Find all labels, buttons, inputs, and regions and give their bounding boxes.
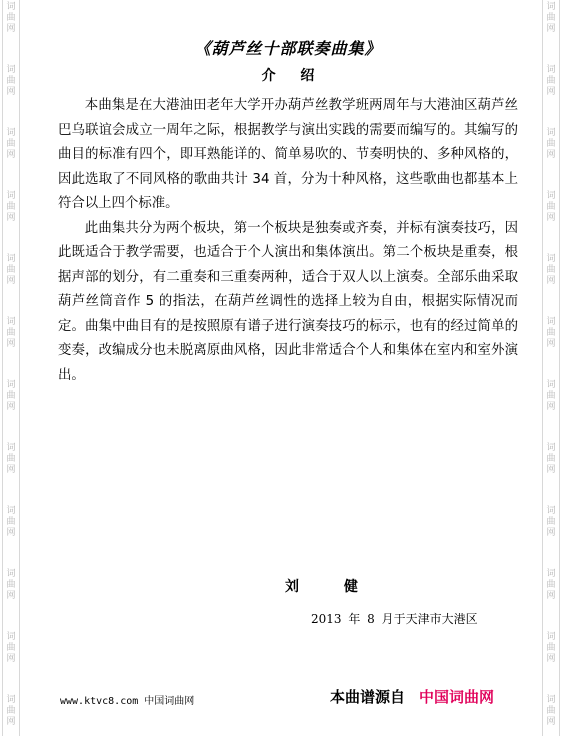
watermark-char: 词 [546, 569, 556, 579]
watermark-char: 曲 [6, 391, 16, 401]
watermark-char: 曲 [546, 202, 556, 212]
left-watermark-column [2, 0, 20, 736]
watermark-char: 曲 [6, 517, 16, 527]
paragraph-2: 此曲集共分为两个板块，第一个板块是独奏或齐奏，并标有演奏技巧，因此既适合于教学需要，也适合于个人演出和集体演出。第二个板块是重奏，根据声部的划分，有二重奏和三重奏两种，适合于双人以上演奏。全部乐曲采取葫芦丝筒音作 5 的指法，在葫芦丝调性的选择上较为自由，根据实际情况而定。曲集中曲目有的是按照原有谱子进行演奏技巧的标示，也有的经过简单的变奏，改编成分也未脱离原曲风格，因此非常适合个人和集体在室内和室外演出。 [58, 220, 518, 383]
watermark-char: 网 [546, 339, 556, 349]
watermark-group [6, 0, 15, 63]
watermark-char: 词 [546, 191, 556, 201]
watermark-char: 词 [546, 2, 556, 12]
watermark-char: 词 [6, 317, 16, 327]
watermark-group [6, 630, 15, 693]
footer-site-link[interactable]: www.ktvc8.com 中国词曲网 [60, 696, 195, 707]
right-watermark-column [542, 0, 560, 736]
watermark-char: 网 [546, 465, 556, 475]
watermark-char: 词 [6, 2, 16, 12]
watermark-char: 网 [6, 465, 16, 475]
watermark-char: 曲 [546, 265, 556, 275]
watermark-char: 曲 [546, 76, 556, 86]
watermark-char: 网 [546, 87, 556, 97]
paragraph-1: 本曲集是在大港油田老年大学开办葫芦丝教学班两周年与大港油区葫芦丝巴乌联谊会成立一周年之际，根据教学与演出实践的需要而编写的。其编写的曲目的标准有四个，即耳熟能详的、简单易吹的、节奏明快的、多种风格的，因此选取了不同风格的歌曲共计 34 首，分为十种风格，这些歌曲也都基本上符合以上四个标准。 [58, 98, 518, 211]
watermark-char: 词 [6, 254, 16, 264]
watermark-char: 词 [546, 254, 556, 264]
watermark-group [6, 567, 15, 630]
watermark-char: 网 [546, 654, 556, 664]
watermark-char: 词 [6, 128, 16, 138]
signature-date: 2013 年 8 月于天津市大港区 [311, 612, 478, 626]
watermark-group [546, 504, 555, 567]
watermark-char: 网 [546, 24, 556, 34]
watermark-char: 曲 [546, 391, 556, 401]
watermark-char: 网 [546, 717, 556, 727]
watermark-group [546, 315, 555, 378]
watermark-char: 词 [6, 191, 16, 201]
watermark-char: 词 [6, 65, 16, 75]
watermark-char: 词 [6, 443, 16, 453]
watermark-char: 网 [6, 339, 16, 349]
watermark-group [6, 504, 15, 567]
watermark-group [6, 252, 15, 315]
watermark-group [6, 63, 15, 126]
watermark-char: 词 [6, 569, 16, 579]
watermark-char: 词 [6, 632, 16, 642]
watermark-group [6, 693, 15, 756]
watermark-char: 网 [6, 591, 16, 601]
watermark-char: 曲 [546, 454, 556, 464]
watermark-char: 曲 [6, 13, 16, 23]
watermark-char: 网 [6, 213, 16, 223]
watermark-char: 网 [546, 528, 556, 538]
watermark-char: 网 [546, 402, 556, 412]
watermark-char: 曲 [6, 580, 16, 590]
watermark-char: 网 [6, 402, 16, 412]
watermark-group [546, 378, 555, 441]
document-subtitle: 介 绍 [261, 68, 325, 84]
watermark-char: 词 [6, 380, 16, 390]
footer-source-label: 本曲谱源自 [330, 688, 406, 706]
watermark-group [6, 126, 15, 189]
watermark-char: 曲 [546, 643, 556, 653]
watermark-char: 曲 [546, 328, 556, 338]
watermark-char: 网 [6, 654, 16, 664]
watermark-char: 曲 [546, 706, 556, 716]
watermark-char: 词 [6, 506, 16, 516]
watermark-char: 曲 [6, 139, 16, 149]
document-body [58, 38, 518, 388]
watermark-group [546, 567, 555, 630]
watermark-char: 曲 [6, 643, 16, 653]
watermark-char: 曲 [6, 265, 16, 275]
watermark-char: 曲 [546, 139, 556, 149]
watermark-group [6, 378, 15, 441]
watermark-char: 网 [6, 87, 16, 97]
watermark-group [546, 252, 555, 315]
watermark-group [6, 441, 15, 504]
watermark-group [546, 0, 555, 63]
watermark-char: 曲 [6, 454, 16, 464]
watermark-char: 网 [546, 276, 556, 286]
watermark-char: 词 [546, 65, 556, 75]
watermark-group [6, 315, 15, 378]
watermark-char: 网 [6, 150, 16, 160]
watermark-char: 词 [546, 128, 556, 138]
watermark-char: 词 [546, 695, 556, 705]
watermark-char: 词 [546, 380, 556, 390]
watermark-char: 网 [6, 276, 16, 286]
watermark-char: 网 [546, 591, 556, 601]
watermark-char: 网 [6, 528, 16, 538]
watermark-group [546, 693, 555, 756]
watermark-char: 曲 [546, 580, 556, 590]
watermark-char: 网 [6, 24, 16, 34]
watermark-char: 曲 [6, 202, 16, 212]
watermark-group [546, 189, 555, 252]
watermark-group [546, 630, 555, 693]
watermark-char: 网 [6, 717, 16, 727]
watermark-char: 词 [546, 632, 556, 642]
watermark-group [546, 126, 555, 189]
watermark-char: 曲 [546, 517, 556, 527]
signature-name: 刘 健 [285, 579, 378, 595]
watermark-group [6, 189, 15, 252]
watermark-char: 网 [546, 213, 556, 223]
watermark-group [546, 441, 555, 504]
watermark-char: 词 [546, 443, 556, 453]
footer-brand-name[interactable]: 中国词曲网 [419, 688, 495, 706]
watermark-char: 曲 [6, 328, 16, 338]
watermark-char: 曲 [6, 706, 16, 716]
watermark-char: 词 [546, 506, 556, 516]
watermark-char: 网 [546, 150, 556, 160]
watermark-group [546, 63, 555, 126]
document-title: 《葫芦丝十部联奏曲集》 [194, 39, 382, 58]
watermark-char: 曲 [546, 13, 556, 23]
footer-source [330, 686, 494, 707]
watermark-char: 词 [6, 695, 16, 705]
watermark-char: 曲 [6, 76, 16, 86]
watermark-char: 词 [546, 317, 556, 327]
